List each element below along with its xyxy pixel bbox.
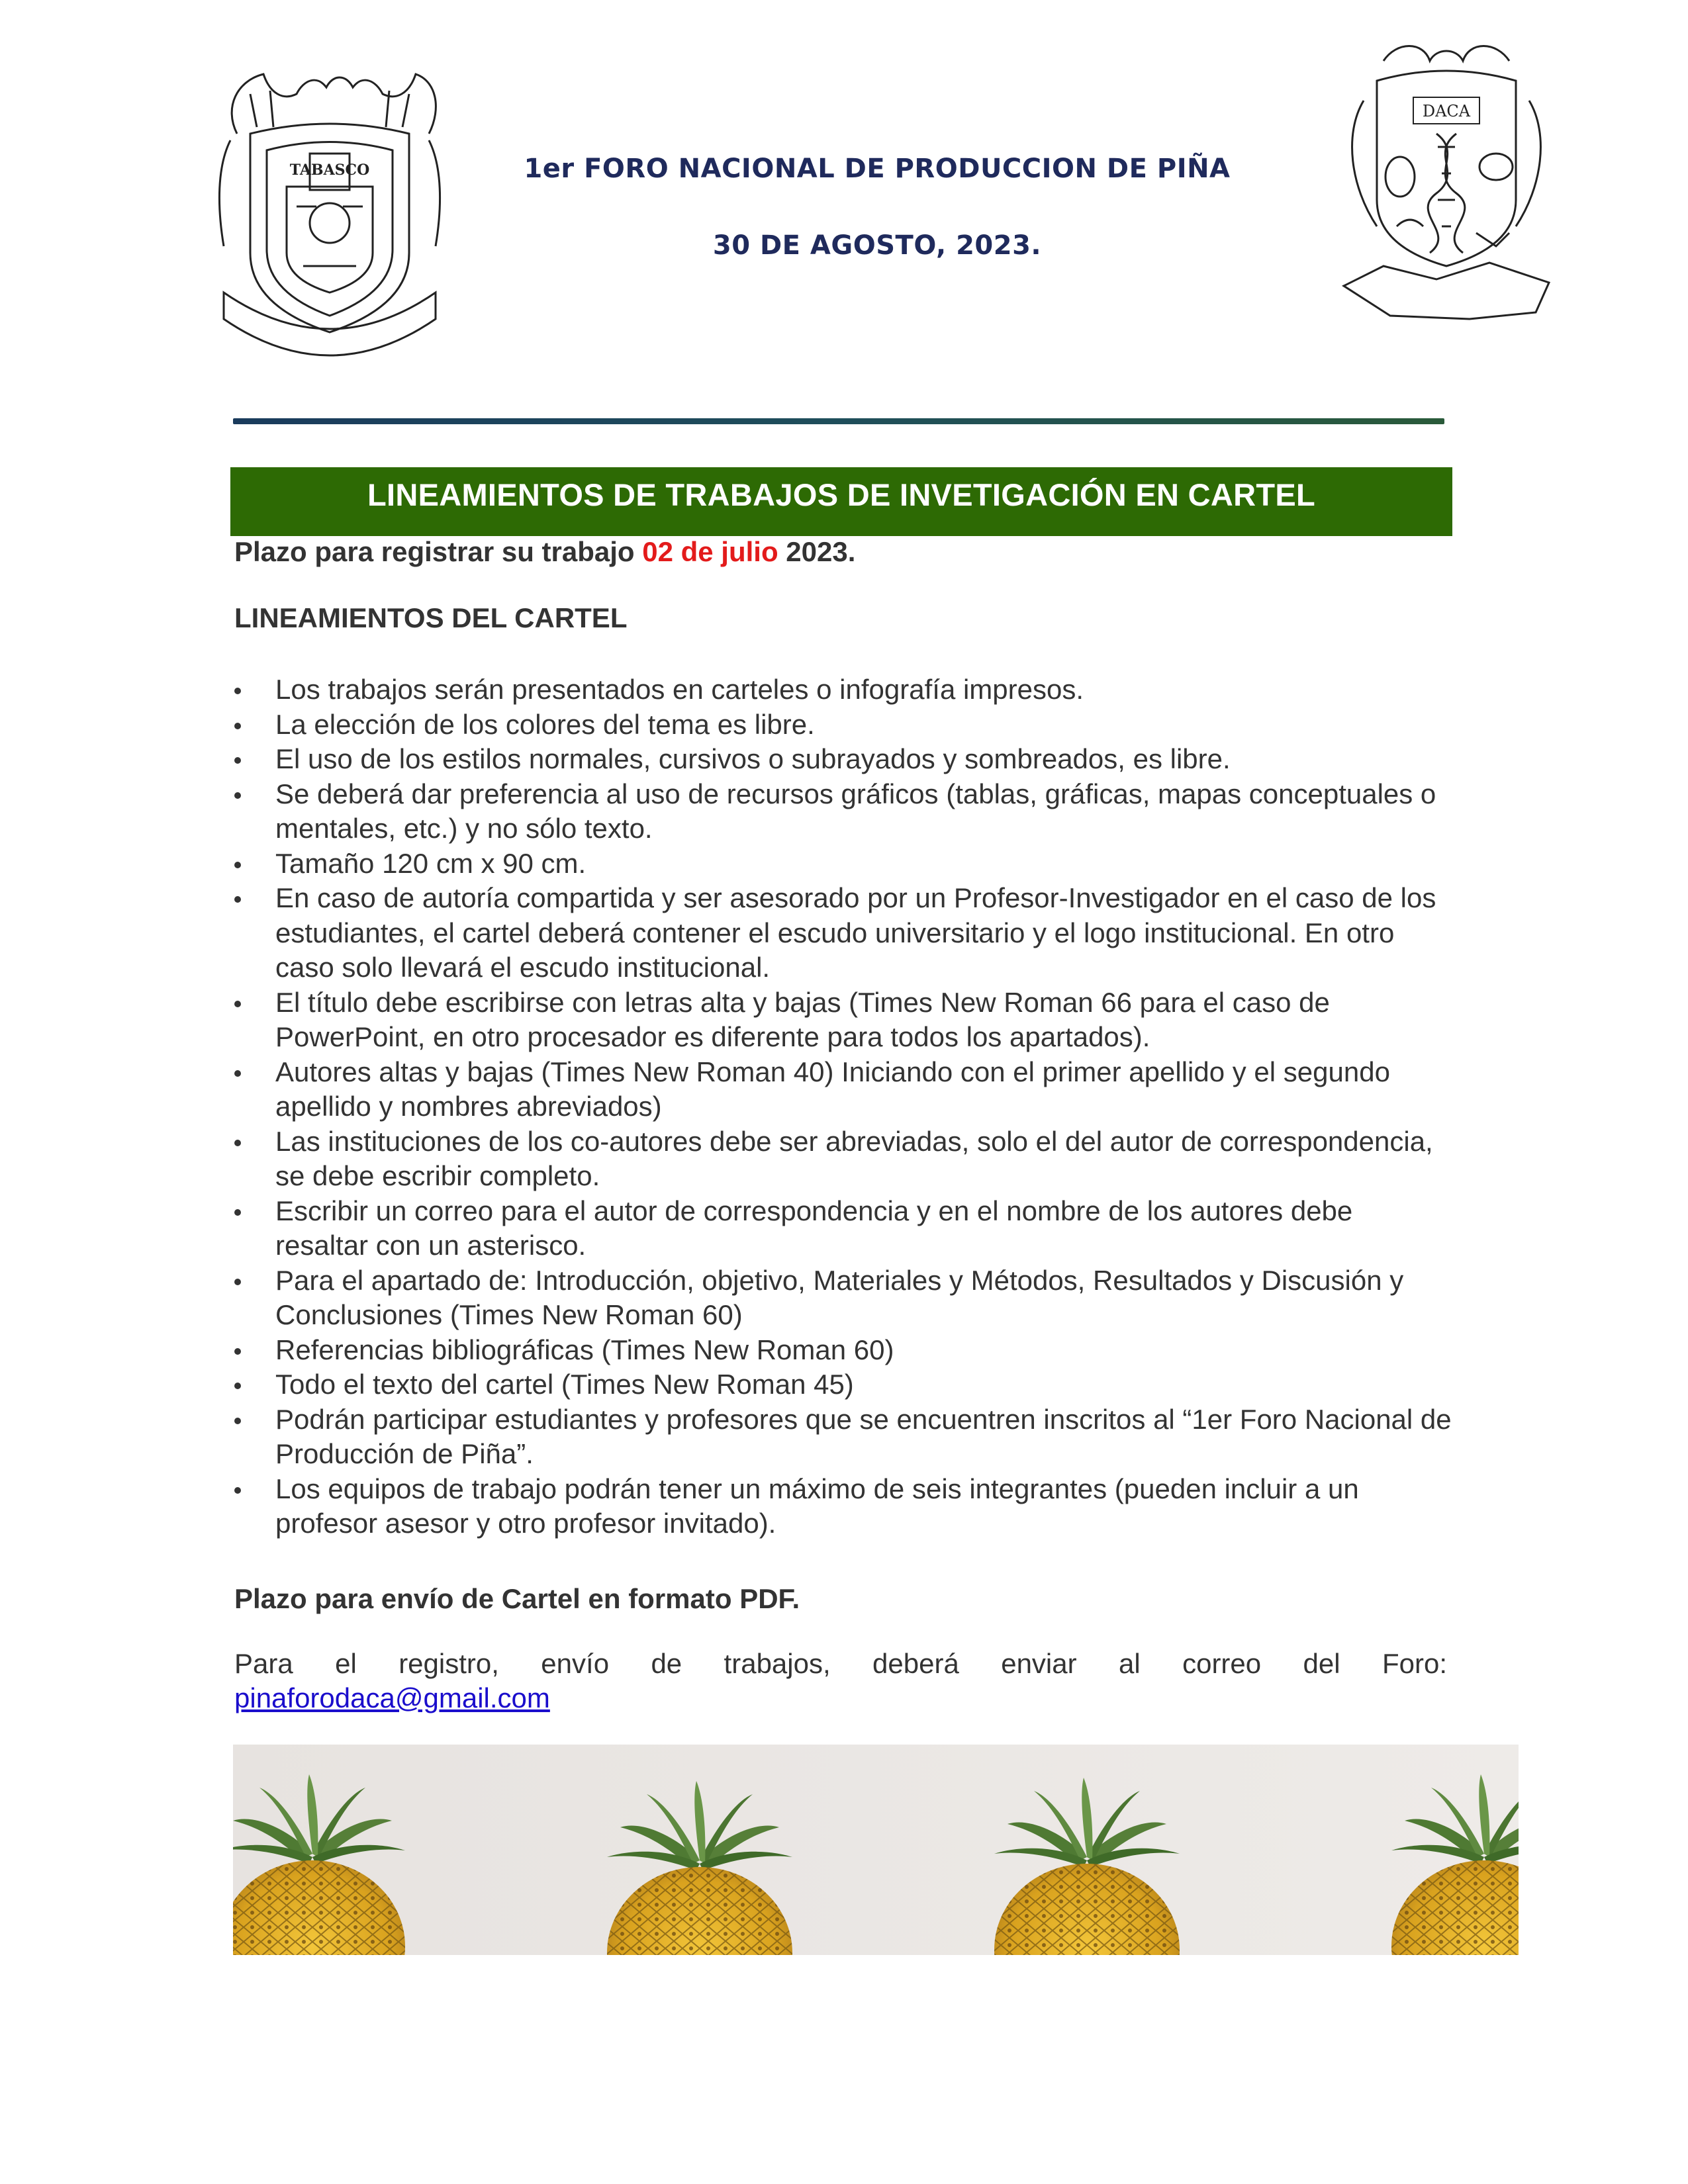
guideline-text: Podrán participar estudiantes y profesores que se encuentren inscritos al “1er Foro Nacional de Producción de Piña”. <box>275 1403 1452 1469</box>
guideline-item <box>234 1472 1452 1541</box>
section-heading: LINEAMIENTOS DEL CARTEL <box>234 602 628 633</box>
bullet-icon <box>234 1209 241 1216</box>
pdf-deadline-heading: Plazo para envío de Cartel en formato PDF. <box>234 1583 800 1614</box>
guideline-text: El título debe escribirse con letras alta y bajas (Times New Roman 66 para el caso de PowerPoint, en otro procesador es diferente para todos los apartados). <box>275 986 1330 1052</box>
guideline-item <box>234 1263 1452 1333</box>
guideline-text: Todo el texto del cartel (Times New Roman 45) <box>275 1369 854 1400</box>
bullet-icon <box>234 1487 241 1494</box>
guideline-text: La elección de los colores del tema es libre. <box>275 708 815 740</box>
guideline-text: Los trabajos serán presentados en carteles o infografía impresos. <box>275 674 1084 705</box>
deadline-date: 02 de julio <box>642 536 778 567</box>
guideline-item <box>234 777 1452 846</box>
contact-text: Para el registro, envío de trabajos, deberá enviar al correo del Foro: <box>234 1648 1447 1679</box>
guideline-item <box>234 1367 1452 1402</box>
daca-division-emblem-icon <box>1337 34 1556 326</box>
bullet-icon <box>234 1418 241 1424</box>
guidelines-list <box>234 672 1452 1541</box>
bullet-icon <box>234 896 241 903</box>
bullet-icon <box>234 862 241 868</box>
guideline-text: Tamaño 120 cm x 90 cm. <box>275 847 586 879</box>
guideline-text: Se deberá dar preferencia al uso de recursos gráficos (tablas, gráficas, mapas conceptuales o mentales, etc.) y no sólo texto. <box>275 778 1436 844</box>
guideline-text: Escribir un correo para el autor de correspondencia y en el nombre de los autores debe resaltar con un asterisco. <box>275 1195 1353 1261</box>
banner-title: LINEAMIENTOS DE TRABAJOS DE INVETIGACIÓN EN CARTEL <box>367 477 1316 512</box>
contact-email-link[interactable]: pinaforodaca@gmail.com <box>234 1682 550 1713</box>
deadline-suffix: 2023. <box>778 536 856 567</box>
bullet-icon <box>234 1140 241 1146</box>
event-date: 30 DE AGOSTO, 2023. <box>712 230 1042 261</box>
guideline-item <box>234 1124 1452 1194</box>
guideline-text: El uso de los estilos normales, cursivos o subrayados y sombreados, es libre. <box>275 743 1231 774</box>
bullet-icon <box>234 723 241 729</box>
deadline-prefix: Plazo para registrar su trabajo <box>234 536 643 567</box>
guideline-item <box>234 846 1452 882</box>
svg-text:TABASCO: TABASCO <box>289 161 370 179</box>
bullet-icon <box>234 688 241 694</box>
title-banner <box>230 467 1452 536</box>
guideline-item <box>234 1402 1452 1472</box>
svg-text:DACA: DACA <box>1422 102 1471 120</box>
bullet-icon <box>234 1279 241 1285</box>
bullet-icon <box>234 1001 241 1007</box>
guideline-text: Las instituciones de los co-autores debe ser abreviadas, solo el del autor de correspondencia, se debe escribir completo. <box>275 1125 1433 1191</box>
guideline-item <box>234 1194 1452 1263</box>
bullet-icon <box>234 1383 241 1389</box>
guideline-text: Para el apartado de: Introducción, objetivo, Materiales y Métodos, Resultados y Discusión y Conclusiones (Times New Roman 60) <box>275 1264 1404 1330</box>
guideline-text: Autores altas y bajas (Times New Roman 40) Iniciando con el primer apellido y el segundo apellido y nombres abreviados) <box>275 1056 1390 1122</box>
guideline-text: Referencias bibliográficas (Times New Roman 60) <box>275 1334 894 1365</box>
pineapples-photo-icon <box>233 1745 1519 1955</box>
guideline-text: En caso de autoría compartida y ser asesorado por un Profesor-Investigador en el caso de los estudiantes, el cartel deberá contener el escudo universitario y el logo institucional. En otro caso solo llevará el escudo institucional. <box>275 882 1436 983</box>
guideline-item <box>234 742 1452 777</box>
bullet-icon <box>234 792 241 799</box>
bullet-icon <box>234 1348 241 1355</box>
event-title: 1er FORO NACIONAL DE PRODUCCION DE PIÑA <box>524 154 1231 184</box>
bullet-icon <box>234 1070 241 1077</box>
guideline-item <box>234 1055 1452 1124</box>
university-coat-of-arms-icon <box>211 54 449 372</box>
guideline-item <box>234 672 1452 707</box>
guideline-item <box>234 707 1452 743</box>
guideline-text: Los equipos de trabajo podrán tener un máximo de seis integrantes (pueden incluir a un profesor asesor y otro profesor invitado). <box>275 1473 1359 1539</box>
guideline-item <box>234 1333 1452 1368</box>
registration-deadline <box>234 535 1447 569</box>
bullet-icon <box>234 757 241 764</box>
guideline-item <box>234 881 1452 985</box>
header-divider <box>233 418 1444 424</box>
guideline-item <box>234 985 1452 1055</box>
